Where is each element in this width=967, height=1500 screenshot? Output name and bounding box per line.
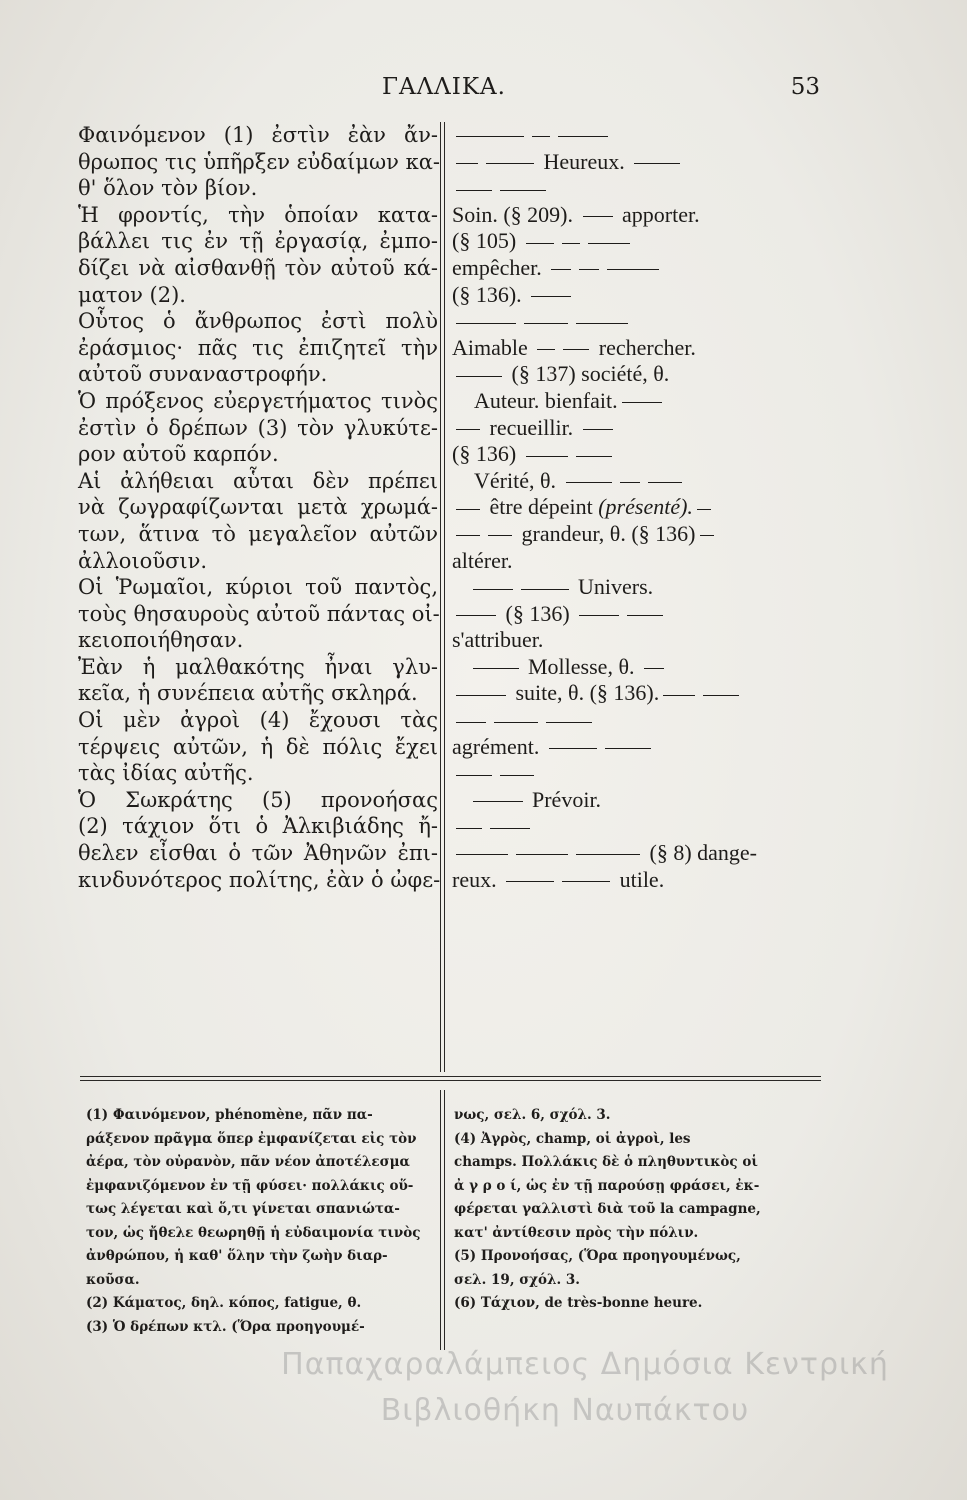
text-line: ματον (2).: [78, 282, 186, 307]
text-line: ἐστὶν ὁ δρέπων (3) τὸν γλυκύτε-: [78, 415, 438, 440]
vocab-entry: Vérité, θ.: [474, 467, 557, 493]
text-line: Οἱ Ῥωμαῖοι, κύριοι τοῦ παντὸς,: [78, 575, 438, 600]
text-line: Οἱ μὲν ἀγροὶ (4) ἔχουσι τὰς: [78, 708, 438, 733]
footnote-line: (1) Φαινόμενον, phénomène, πᾶν πα-: [86, 1107, 373, 1123]
text-line: Ἐὰν ἡ μαλθακότης ἦναι γλυ-: [78, 654, 438, 679]
french-exercise-column: [452, 122, 822, 893]
text-line: νὰ ζωγραφίζωνται μετὰ χρωμά-: [78, 495, 438, 520]
text-line: βάλλει τις ἐν τῇ ἐργασίᾳ, ἐμπο-: [78, 229, 438, 254]
footnote-line: τον, ὡς ἤθελε θεωρηθῇ ἡ εὐδαιμονία τινὸς: [86, 1224, 421, 1241]
footnote-line: (6) Τάχιον, de très-bonne heure.: [454, 1295, 703, 1311]
library-watermark: Παπαχαραλάμπειος Δημόσια Κεντρική: [281, 1347, 889, 1382]
text-line: Οὗτος ὁ ἄνθρωπος ἐστὶ πολὺ: [78, 309, 438, 334]
text-line: αὐτοῦ συναναστροφήν.: [78, 362, 328, 387]
vocab-entry: Heureux.: [543, 148, 625, 174]
vocab-entry: (§ 137) société, θ.: [511, 361, 670, 387]
footnote-line: νως, σελ. 6, σχόλ. 3.: [454, 1107, 611, 1123]
vocab-entry: Auteur. bienfait.: [474, 387, 618, 413]
vocab-entry: Soin. (§ 209).: [452, 201, 573, 227]
text-line: κειοποιήθησαν.: [78, 628, 244, 653]
running-head: ΓΑΛΛΙΚΑ.: [382, 74, 506, 100]
vocab-entry: s'attribuer.: [452, 627, 544, 653]
text-line: δίζει νὰ αἰσθανθῇ τὸν αὐτοῦ κά-: [78, 255, 438, 280]
text-line: κεῖα, ἡ συνέπεια αὐτῆς σκληρά.: [78, 681, 418, 706]
footnote-line: ἀέρα, τὸν οὐρανὸν, πᾶν νέον ἀποτέλεσμα: [86, 1154, 410, 1170]
vocab-entry: empêcher.: [452, 254, 542, 280]
footnote-line: κατ' ἀντίθεσιν πρὸς τὴν πόλιν.: [454, 1224, 699, 1241]
vocab-entry: (§ 136): [452, 441, 517, 467]
page-number: 53: [790, 74, 820, 100]
footnote-separator: [80, 1080, 821, 1081]
vocab-entry: Mollesse, θ.: [528, 653, 635, 679]
footnote-divider: [444, 1090, 445, 1350]
footnote-divider: [440, 1090, 441, 1350]
vocab-entry: recueillir.: [489, 414, 574, 440]
text-line: Φαινόμενον (1) ἐστὶν ἐὰν ἄν-: [78, 123, 438, 147]
text-line: (2) τάχιον ὅτι ὁ Ἀλκιβιάδης ἤ-: [78, 814, 438, 839]
vocab-entry: utile.: [619, 866, 665, 892]
vocab-entry: (présenté).: [598, 494, 693, 520]
vocab-entry: (§ 8) dange-: [649, 840, 758, 866]
text-line: θελεν εἶσθαι ὁ τῶν Ἀθηνῶν ἐπι-: [78, 841, 438, 866]
text-line: τὰς ἰδίας αὐτῆς.: [78, 761, 254, 786]
library-watermark: Βιβλιοθήκη Ναυπάκτου: [380, 1393, 750, 1428]
greek-text-column: [78, 122, 441, 893]
vocab-entry: altérer.: [452, 547, 513, 573]
text-line: ἀλλοιοῦσιν.: [78, 548, 208, 573]
column-divider: [444, 122, 445, 1072]
text-line: Ὁ Σωκράτης (5) προνοήσας: [78, 787, 438, 812]
vocab-entry: rechercher.: [598, 334, 696, 360]
footnote-line: (4) Ἀγρὸς, champ, οἱ ἀγροὶ, les: [454, 1130, 691, 1147]
footnote-line: ἀ γ ρ ο ί, ὡς ἐν τῇ παρούσῃ φράσει, ἐκ-: [454, 1177, 760, 1194]
text-line: τοὺς θησαυροὺς αὐτοῦ πάντας οἰ-: [78, 601, 440, 626]
vocab-entry: Univers.: [578, 574, 654, 600]
footnotes-left: [86, 1104, 431, 1339]
footnote-line: (3) Ὁ δρέπων κτλ. (Ὅρα προηγουμέ-: [86, 1318, 365, 1335]
vocab-entry: agrément.: [452, 733, 540, 759]
vocab-entry: apporter.: [622, 201, 700, 227]
footnote-line: ράξενον πρᾶγμα ὅπερ ἐμφανίζεται εἰς τὸν: [86, 1130, 417, 1147]
vocab-entry: reux.: [452, 866, 497, 892]
footnote-line: (2) Κάματος, δηλ. κόπος, fatigue, θ.: [86, 1295, 362, 1311]
vocab-entry: (§ 136).: [452, 281, 522, 307]
text-line: θ' ὅλον τὸν βίον.: [78, 176, 258, 201]
text-line: θρωπος τις ὑπῆρξεν εὐδαίμων κα-: [78, 149, 440, 174]
footnote-line: φέρεται γαλλιστὶ διὰ τοῦ la campagne,: [454, 1201, 761, 1217]
vocab-entry: Aimable: [452, 334, 528, 360]
vocab-entry: Prévoir.: [532, 786, 602, 812]
vocab-entry: (§ 105): [452, 228, 517, 254]
footnote-line: κοῦσα.: [86, 1271, 140, 1288]
footnote-line: σελ. 19, σχόλ. 3.: [454, 1271, 581, 1288]
footnote-line: champs. Πολλάκις δὲ ὁ πληθυντικὸς οἱ: [454, 1154, 758, 1170]
vocab-entry: être dépeint: [489, 494, 593, 520]
vocab-entry: suite, θ. (§ 136).: [515, 680, 660, 706]
footnote-line: τως λέγεται καὶ ὅ,τι γίνεται σπανιώτα-: [86, 1201, 400, 1217]
footnote-separator: [80, 1076, 821, 1077]
footnote-line: ἀνθρώπου, ἡ καθ' ὅλην τὴν ζωὴν διαρ-: [86, 1248, 388, 1264]
column-divider: [440, 122, 441, 1072]
footnotes-right: [454, 1104, 824, 1316]
vocab-entry: (§ 136): [505, 600, 570, 626]
text-line: κινδυνότερος πολίτης, ἐὰν ὁ ὠφε-: [78, 867, 441, 892]
vocab-entry: grandeur, θ. (§ 136): [521, 520, 696, 546]
text-line: Αἱ ἀλήθειαι αὗται δὲν πρέπει: [78, 468, 438, 493]
text-line: Ἡ φροντίς, τὴν ὁποίαν κατα-: [78, 202, 438, 227]
text-line: ἐράσμιος· πᾶς τις ἐπιζητεῖ τὴν: [78, 335, 438, 360]
text-line: τέρψεις αὐτῶν, ἡ δὲ πόλις ἔχει: [78, 734, 438, 759]
text-line: των, ἅτινα τὸ μεγαλεῖον αὐτῶν: [78, 521, 438, 546]
footnote-line: ἐμφανιζόμενον ἐν τῇ φύσει· πολλάκις οὕ-: [86, 1177, 414, 1194]
text-line: ρον αὐτοῦ καρπόν.: [78, 442, 279, 467]
text-line: Ὁ πρόξενος εὐεργετήματος τινὸς: [78, 388, 438, 413]
footnote-line: (5) Προνοήσας, (Ὅρα προηγουμένως,: [454, 1248, 741, 1264]
